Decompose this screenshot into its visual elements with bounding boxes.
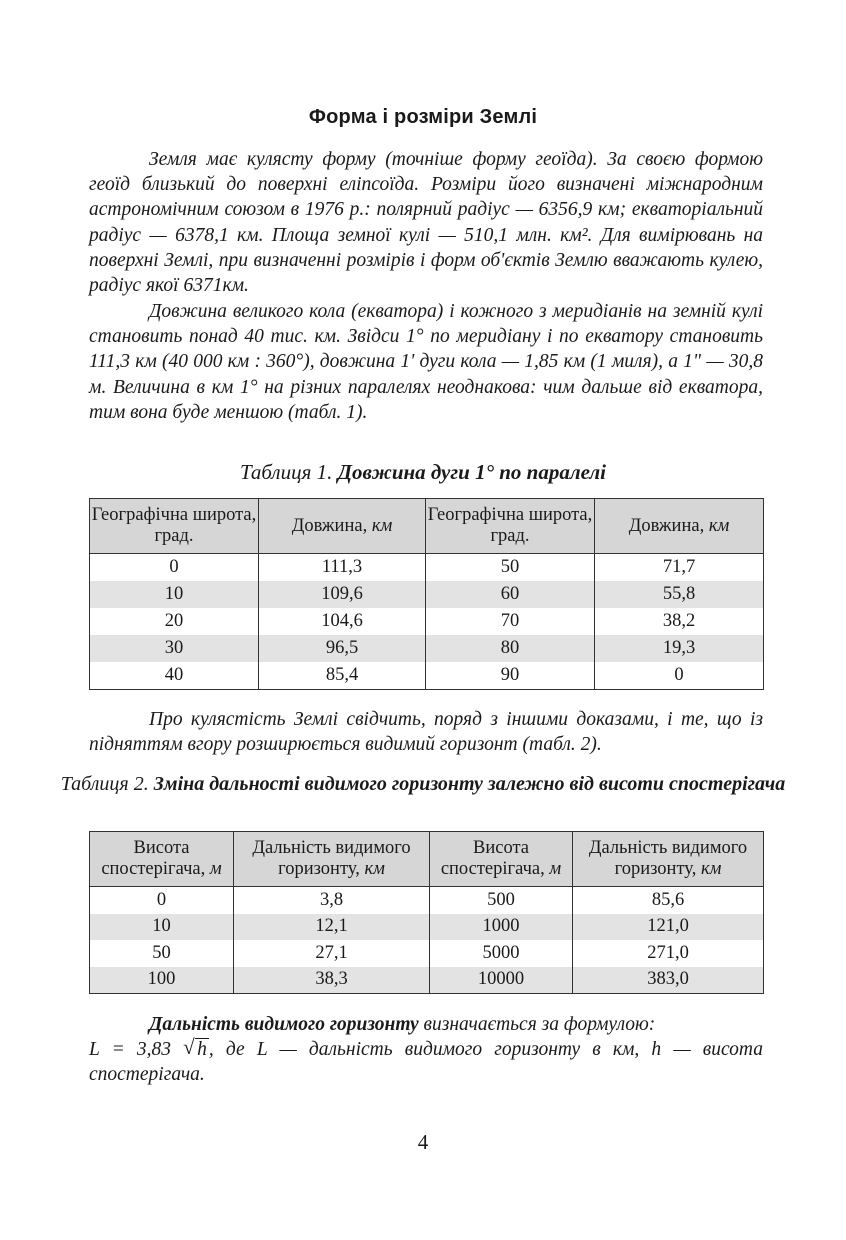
table1-data-cell: 38,2 bbox=[595, 608, 764, 635]
sqrt-symbol bbox=[183, 1037, 209, 1062]
table2-data-cell: 10000 bbox=[430, 967, 573, 994]
table1-header-latitude: Географічна широта, град. bbox=[90, 499, 259, 554]
paragraph-horizon bbox=[89, 707, 763, 757]
table1-data-cell: 104,6 bbox=[259, 608, 426, 635]
table1-data-cell: 40 bbox=[90, 662, 259, 690]
table1-data-row bbox=[90, 581, 764, 608]
table1-data-cell: 96,5 bbox=[259, 635, 426, 662]
table2-caption bbox=[0, 772, 846, 797]
table1-data-cell: 20 bbox=[90, 608, 259, 635]
table1-data-cell: 85,4 bbox=[259, 662, 426, 690]
table1-data-row bbox=[90, 608, 764, 635]
table1-caption-title: Довжина дуги 1° по паралелі bbox=[337, 460, 607, 484]
formula-intro-rest: визначається за формулою: bbox=[418, 1014, 656, 1035]
table1-header-row bbox=[90, 499, 764, 554]
table-arc-length bbox=[89, 498, 764, 690]
table1-data-cell: 30 bbox=[90, 635, 259, 662]
page-title: Форма і розміри Землі bbox=[308, 106, 538, 128]
table1-header-latitude-2: Географічна широта, град. bbox=[426, 499, 595, 554]
table2-data-cell: 0 bbox=[90, 887, 234, 914]
table2-data-cell: 1000 bbox=[430, 914, 573, 941]
paragraph-formula bbox=[89, 1012, 763, 1088]
table2-data-cell: 27,1 bbox=[234, 940, 430, 967]
table2-header-distance-2: Дальність видимого горизонту, км bbox=[573, 832, 764, 887]
paragraph-length bbox=[89, 299, 763, 425]
formula-prefix: L = 3,83 bbox=[89, 1039, 184, 1061]
table2-header-distance: Дальність видимого горизонту, км bbox=[234, 832, 430, 887]
paragraph-3: Про кулястість Землі свідчить, поряд з іншими доказами, і те, що із підняттям вгору розширюється видимий горизонт (табл. 2). bbox=[89, 709, 763, 756]
table2-data-cell: 121,0 bbox=[573, 914, 764, 941]
table1-data-cell: 10 bbox=[90, 581, 259, 608]
table2-data-cell: 500 bbox=[430, 887, 573, 914]
table2-data-cell: 5000 bbox=[430, 940, 573, 967]
table2-data-cell: 3,8 bbox=[234, 887, 430, 914]
formula-term: Дальність видимого горизонту bbox=[149, 1014, 419, 1035]
table2-data-cell: 85,6 bbox=[573, 887, 764, 914]
table2-data-row bbox=[90, 887, 764, 914]
table1-data-cell: 0 bbox=[90, 554, 259, 582]
table1-header-length-2: Довжина, км bbox=[595, 499, 764, 554]
table1-data-cell: 111,3 bbox=[259, 554, 426, 582]
table1-data-cell: 60 bbox=[426, 581, 595, 608]
table2-data-cell: 50 bbox=[90, 940, 234, 967]
table1-data-row bbox=[90, 662, 764, 690]
table2-data-row bbox=[90, 967, 764, 994]
table1-data-cell: 71,7 bbox=[595, 554, 764, 582]
table1-data-cell: 70 bbox=[426, 608, 595, 635]
table2-header-height-2: Висота спостерігача, м bbox=[430, 832, 573, 887]
paragraph-2: Довжина великого кола (екватора) і кожного з меридіанів на земній кулі становить понад 40 тис. км. Звідси 1° по меридіану і по екватору становить 111,3 км (40 000 км : 360°), довжина 1' дуги кола — 1,85 км (1 миля), а 1" — 30,8 м. Величина в км 1° на різних паралелях неоднакова: чим дальше від екватора, тим вона буде меншою (табл. 1). bbox=[89, 301, 763, 423]
table1-data-cell: 50 bbox=[426, 554, 595, 582]
table1-caption bbox=[0, 460, 846, 485]
page-number: 4 bbox=[417, 1130, 429, 1154]
table2-data-cell: 383,0 bbox=[573, 967, 764, 994]
formula-line bbox=[89, 1037, 763, 1087]
table1-data-cell: 80 bbox=[426, 635, 595, 662]
table2-header-row bbox=[90, 832, 764, 887]
table1-data-row bbox=[90, 635, 764, 662]
table1-data-cell: 109,6 bbox=[259, 581, 426, 608]
table1-data-cell: 19,3 bbox=[595, 635, 764, 662]
paragraph-shape bbox=[89, 147, 763, 298]
table2-caption-prefix: Таблиця 2. bbox=[60, 773, 154, 795]
table1-data-cell: 55,8 bbox=[595, 581, 764, 608]
formula-intro bbox=[89, 1012, 763, 1037]
table2-header-height: Висота спостерігача, м bbox=[90, 832, 234, 887]
formula-rest: , де L — дальність видимого горизонту в км, h — висота спостерігача. bbox=[89, 1039, 763, 1086]
formula-variable: h bbox=[197, 1039, 207, 1061]
table-horizon-distance bbox=[89, 831, 764, 994]
table2-data-row bbox=[90, 940, 764, 967]
table2-data-row bbox=[90, 914, 764, 941]
table1-data-cell: 0 bbox=[595, 662, 764, 690]
table1-data-row bbox=[90, 554, 764, 582]
table2-data-cell: 271,0 bbox=[573, 940, 764, 967]
table2-data-cell: 100 bbox=[90, 967, 234, 994]
table1-caption-prefix: Таблиця 1. bbox=[239, 460, 338, 484]
table2-caption-title: Зміна дальності видимого горизонту залежно від висоти спостерігача bbox=[153, 773, 786, 795]
table1-header-length: Довжина, км bbox=[259, 499, 426, 554]
table1-data-cell: 90 bbox=[426, 662, 595, 690]
paragraph-1: Земля має кулясту форму (точніше форму геоїда). За своєю формою геоїд близький до поверхні еліпсоїда. Розміри його визначені міжнародним астрономічним союзом в 1976 р.: полярний радіус — 6356,9 км; екваторіальний радіус — 6378,1 км. Площа земної кулі — 510,1 млн. км². Для вимірювань на поверхні Землі, при визначенні розмірів і форм об'єктів Землю вважають кулею, радіус якої 6371км. bbox=[89, 149, 763, 297]
table2-data-cell: 10 bbox=[90, 914, 234, 941]
table2-data-cell: 12,1 bbox=[234, 914, 430, 941]
table2-data-cell: 38,3 bbox=[234, 967, 430, 994]
